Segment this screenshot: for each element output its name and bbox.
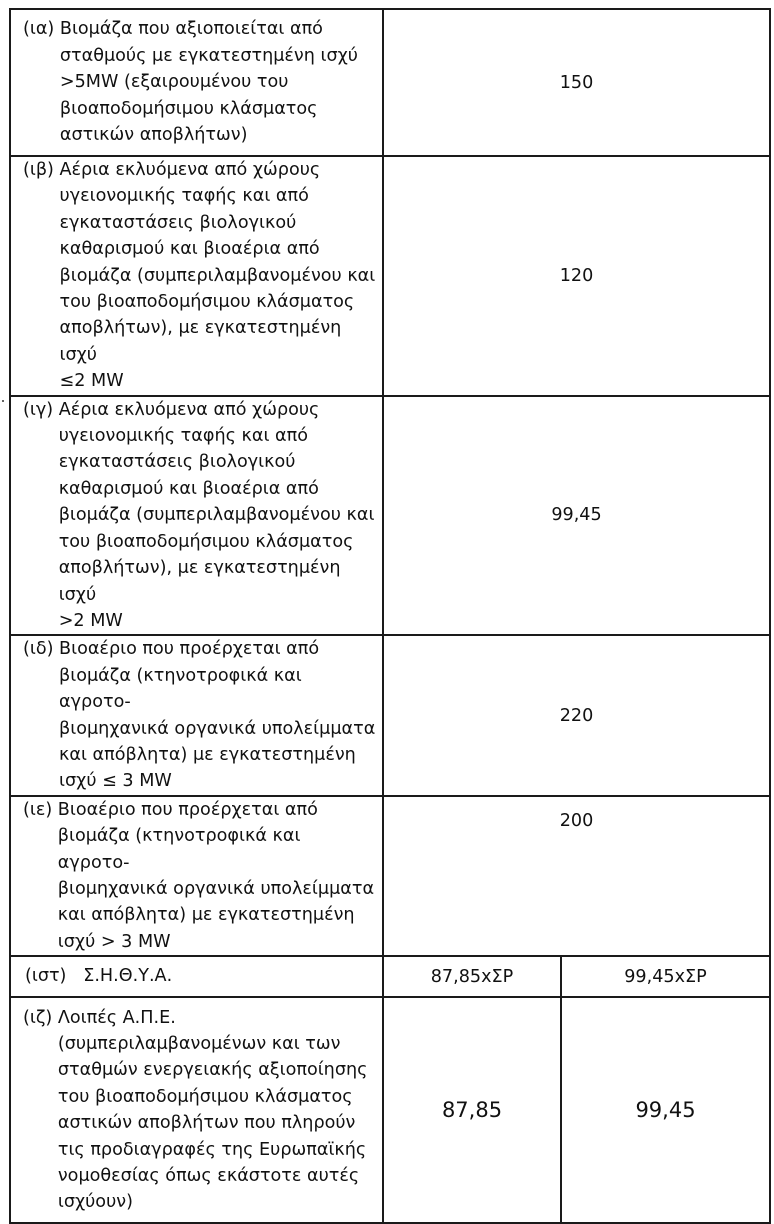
row-description <box>10 9 383 156</box>
row-value: 99,45 <box>383 396 770 636</box>
row-text: Βιομάζα που αξιοποιείται από σταθμούς με εγκατεστημένη ισχύ >5MW (εξαιρουμένου του βιοαποδομήσιμου κλάσματος αστικών αποβλήτων) <box>59 19 358 146</box>
row-label: (ιδ) <box>23 639 54 660</box>
tariff-table <box>9 8 771 1224</box>
row-value-2: 99,45xΣΡ <box>561 956 770 997</box>
row-value: 120 <box>383 156 770 396</box>
table-row <box>10 635 770 795</box>
row-text: Σ.Η.Θ.Υ.Α. <box>83 966 173 987</box>
table-row <box>10 956 770 997</box>
row-value-2: 99,45 <box>561 997 770 1223</box>
row-description <box>10 796 383 956</box>
table-row <box>10 396 770 636</box>
row-label: (ια) <box>23 19 55 40</box>
row-text: Λοιπές Α.Π.Ε. (συμπεριλαμβανομένων και των σταθμών ενεργειακής αξιοποίησης του βιοαποδομήσιμου κλάσματος αστικών αποβλήτων που πληρούν τις προδιαγραφές της Ευρωπαϊκής νομοθεσίας όπως εκάστοτε αυτές ισχύουν) <box>57 1007 368 1213</box>
row-value: 220 <box>383 635 770 795</box>
row-label: (ιε) <box>23 799 53 820</box>
row-description <box>10 396 383 636</box>
scan-speck <box>2 400 4 402</box>
table-row <box>10 997 770 1223</box>
table-row <box>10 796 770 956</box>
row-label: (ιγ) <box>23 399 54 420</box>
row-value-1: 87,85 <box>383 997 561 1223</box>
row-value: 200 <box>383 796 770 956</box>
row-label: (ιζ) <box>23 1007 53 1028</box>
row-description <box>10 956 383 997</box>
row-description <box>10 156 383 396</box>
row-description <box>10 635 383 795</box>
row-label: (ιβ) <box>23 160 54 180</box>
row-text: Αέρια εκλυόμενα από χώρους υγειονομικής ταφής και από εγκαταστάσεις βιολογικού καθαρισμού και βιοαέρια από βιομάζα (συμπεριλαμβανομένου και του βιοαποδομήσιμου κλάσματος αποβλήτων), με εγκατεστημένη ισχύ ≤2 MW <box>59 160 376 392</box>
row-value-1: 87,85xΣΡ <box>383 956 561 997</box>
row-text: Βιοαέριο που προέρχεται από βιομάζα (κτηνοτροφικά και αγροτο- βιομηχανικά οργανικά υπολείμματα και απόβλητα) με εγκατεστημένη ισχύ > 3 MW <box>57 799 375 952</box>
row-description <box>10 997 383 1223</box>
row-value: 150 <box>383 9 770 156</box>
table-row <box>10 156 770 396</box>
row-text: Αέρια εκλυόμενα από χώρους υγειονομικής ταφής και από εγκαταστάσεις βιολογικού καθαρισμού και βιοαέρια από βιομάζα (συμπεριλαμβανομένου και του βιοαποδομήσιμου κλάσματος αποβλήτων), με εγκατεστημένη ισχύ >2 MW <box>58 399 375 631</box>
row-text: Βιοαέριο που προέρχεται από βιομάζα (κτηνοτροφικά και αγροτο- βιομηχανικά οργανικά υπολείμματα και απόβλητα) με εγκατεστημένη ισχύ ≤ 3 MW <box>59 639 376 792</box>
row-label: (ιστ) <box>25 966 67 987</box>
table-row <box>10 9 770 156</box>
